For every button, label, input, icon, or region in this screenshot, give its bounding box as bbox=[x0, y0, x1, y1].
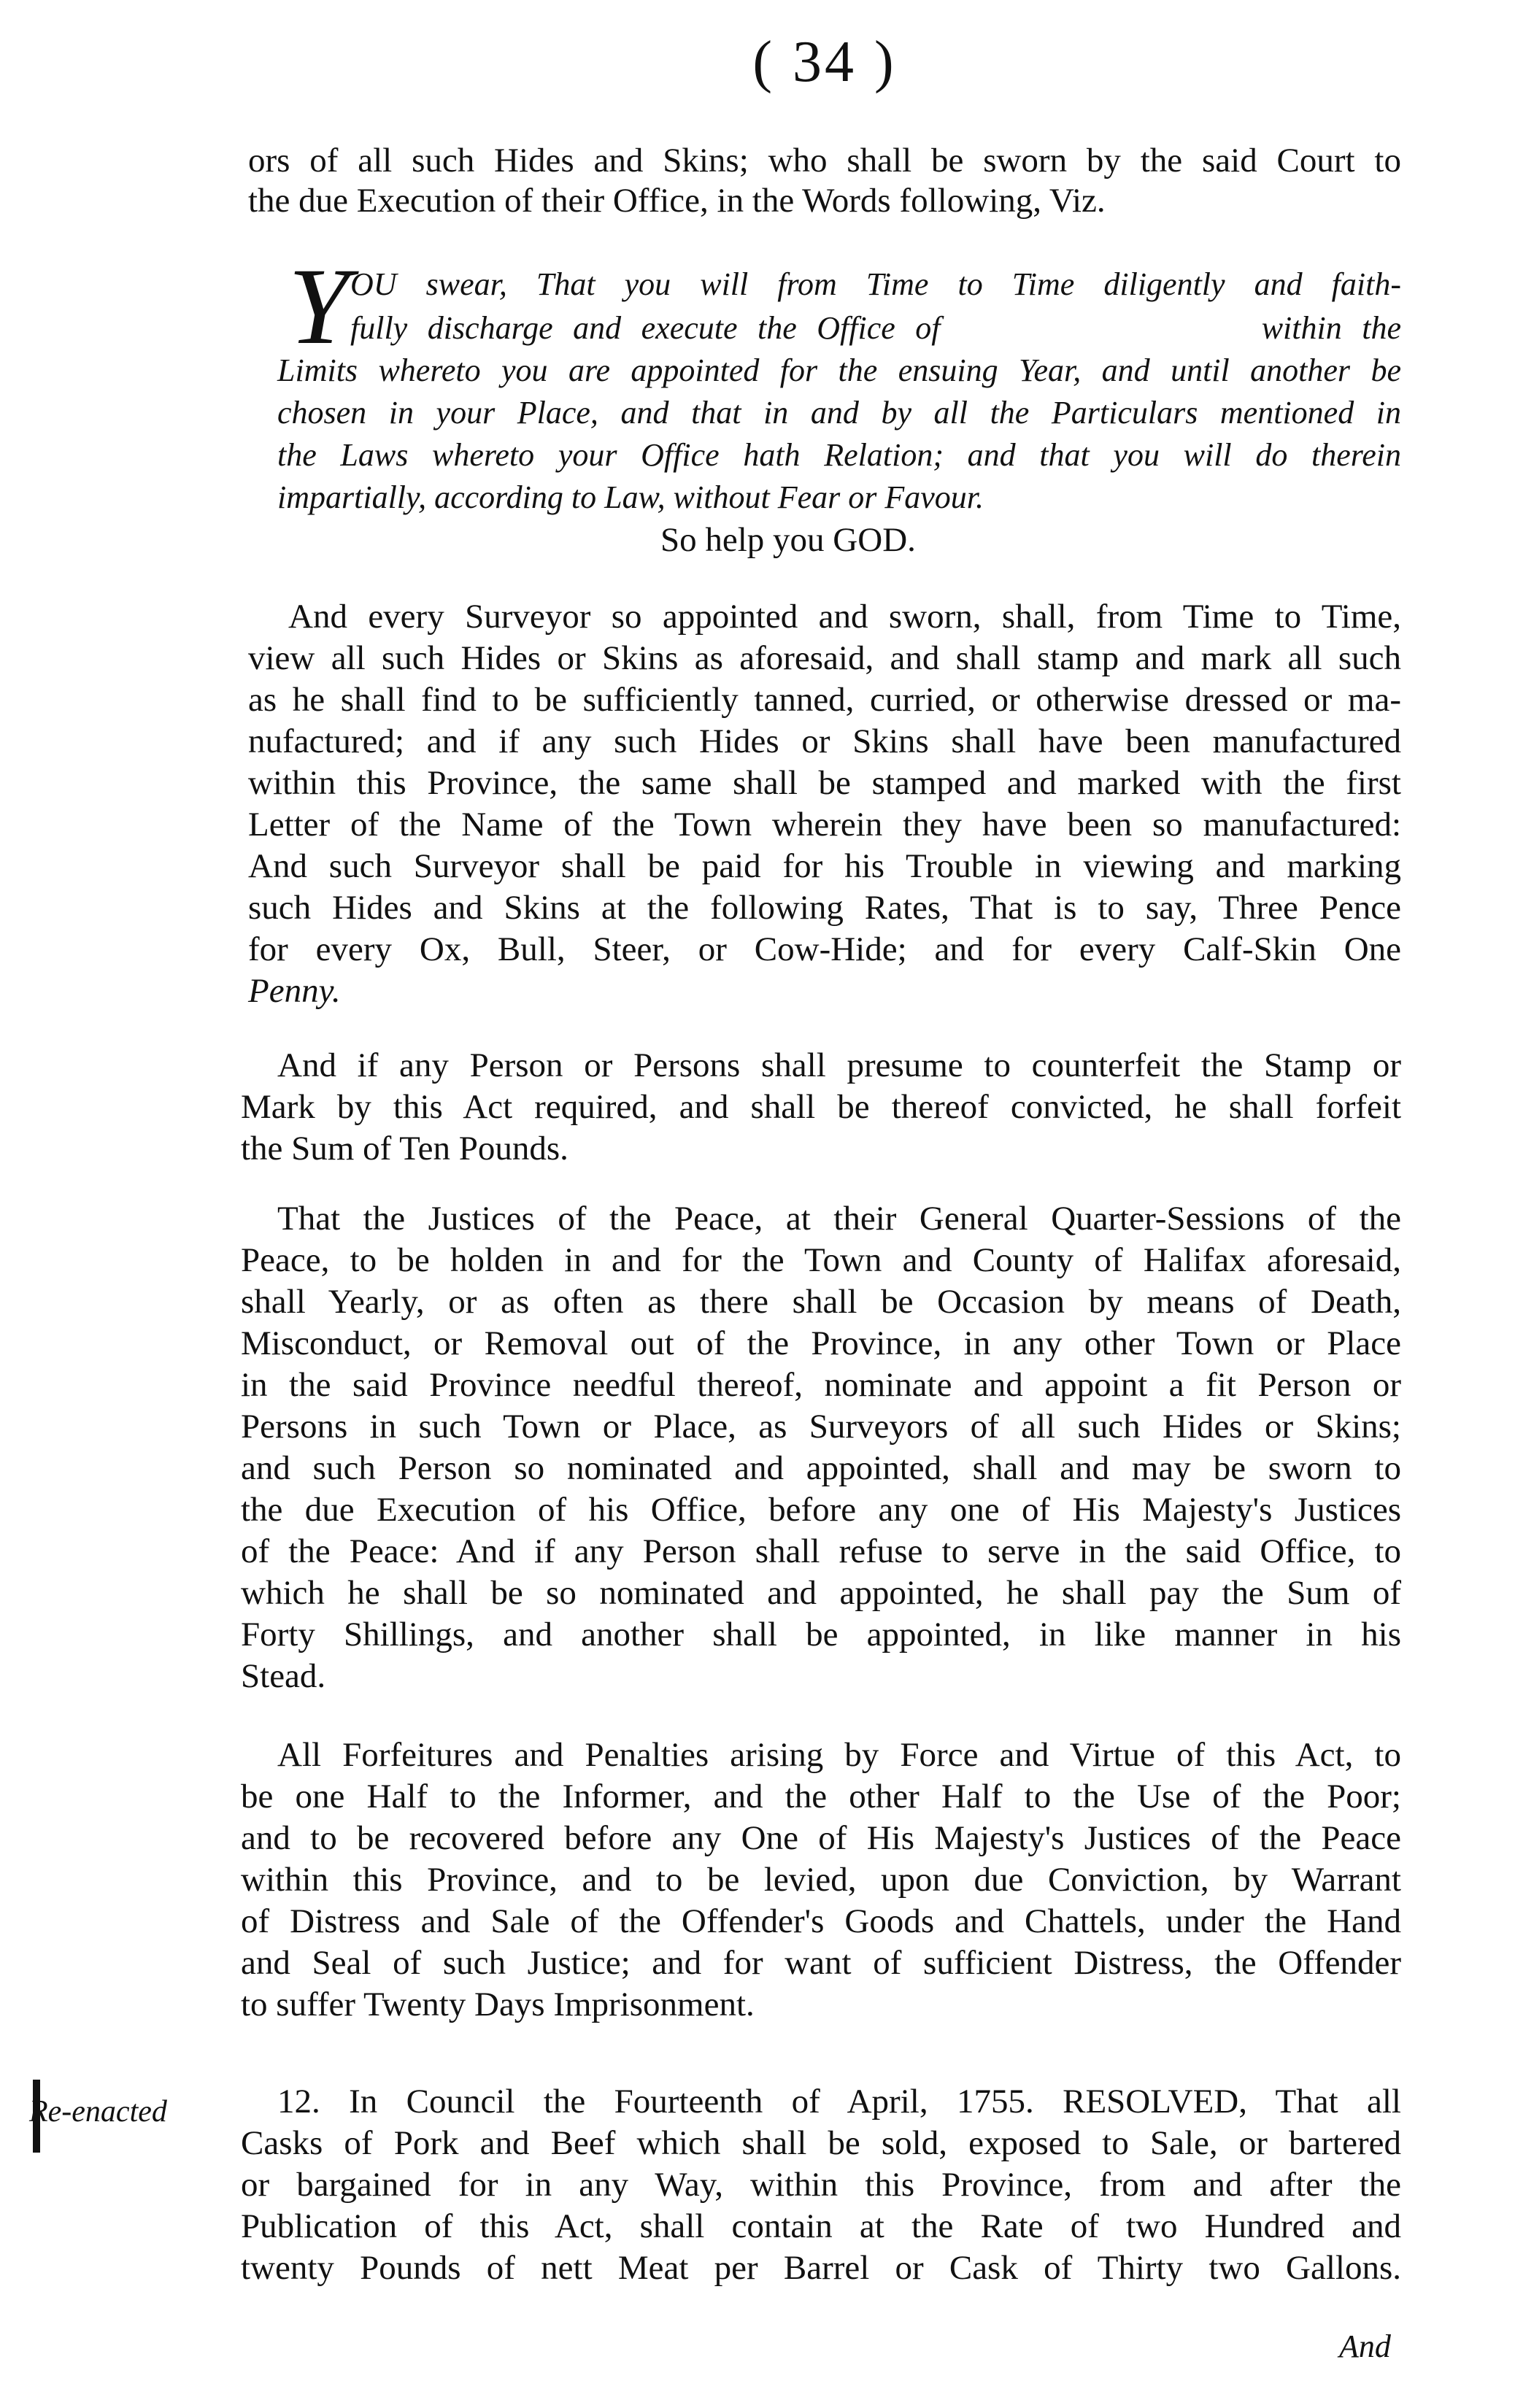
resolution-line: twenty Pounds of nett Meat per Barrel or Cask of Thirty two Gallons. bbox=[241, 2249, 1401, 2287]
text-line: Persons in such Town or Place, as Surveyors of all such Hides or Skins; bbox=[241, 1408, 1401, 1446]
text-line: and to be recovered before any One of His Majesty's Justices of the Peace bbox=[241, 1819, 1401, 1857]
resolution-line: 12. In Council the Fourteenth of April, 1755. RESOLVED, That all bbox=[277, 2083, 1401, 2120]
oath-line: Limits whereto you are appointed for the ensuing Year, and until another be bbox=[277, 352, 1401, 388]
text-line: in the said Province needful thereof, nominate and appoint a fit Person or bbox=[241, 1366, 1401, 1404]
text-line: Letter of the Name of the Town wherein they have been so manufactured: bbox=[248, 806, 1401, 844]
text-line: Misconduct, or Removal out of the Province, in any other Town or Place bbox=[241, 1324, 1401, 1362]
text-line: And if any Person or Persons shall presume to counterfeit the Stamp or bbox=[277, 1046, 1401, 1084]
text-line: for every Ox, Bull, Steer, or Cow-Hide; and for every Calf-Skin One bbox=[248, 930, 1401, 968]
text-line: the Sum of Ten Pounds. bbox=[241, 1130, 568, 1168]
text-line: within this Province, and to be levied, upon due Conviction, by Warrant bbox=[241, 1861, 1401, 1899]
text-line: the due Execution of his Office, before any one of His Majesty's Justices bbox=[241, 1491, 1401, 1529]
text-line: to suffer Twenty Days Imprisonment. bbox=[241, 1986, 755, 2023]
text-line: such Hides and Skins at the following Rates, That is to say, Three Pence bbox=[248, 889, 1401, 927]
text-line: ors of all such Hides and Skins; who shall be sworn by the said Court to bbox=[248, 142, 1401, 180]
text-line: of Distress and Sale of the Offender's Goods and Chattels, under the Hand bbox=[241, 1902, 1401, 1940]
text-line: That the Justices of the Peace, at their General Quarter-Sessions of the bbox=[277, 1200, 1401, 1238]
oath-line: OU swear, That you will from Time to Time diligently and faith- bbox=[350, 266, 1401, 302]
text-line: of the Peace: And if any Person shall refuse to serve in the said Office, to bbox=[241, 1532, 1401, 1570]
oath-line: the Laws whereto your Office hath Relation; and that you will do therein bbox=[277, 437, 1401, 473]
text-line: Forty Shillings, and another shall be appointed, in like manner in his bbox=[241, 1616, 1401, 1653]
text-line: All Forfeitures and Penalties arising by Force and Virtue of this Act, to bbox=[277, 1736, 1401, 1774]
oath-closing: So help you GOD. bbox=[660, 521, 916, 559]
resolution-line: or bargained for in any Way, within this Province, from and after the bbox=[241, 2166, 1401, 2204]
page-number: ( 34 ) bbox=[752, 30, 897, 94]
drop-cap: Y bbox=[288, 246, 350, 367]
text-line: Mark by this Act required, and shall be thereof convicted, he shall forfeit bbox=[241, 1088, 1401, 1126]
resolution-line: Publication of this Act, shall contain at the Rate of two Hundred and bbox=[241, 2207, 1401, 2245]
text-line: as he shall find to be sufficiently tanned, curried, or otherwise dressed or ma- bbox=[248, 681, 1401, 719]
text-line: nufactured; and if any such Hides or Skins shall have been manufactured bbox=[248, 722, 1401, 760]
text-line: Peace, to be holden in and for the Town and County of Halifax aforesaid, bbox=[241, 1241, 1401, 1279]
text-line: which he shall be so nominated and appointed, he shall pay the Sum of bbox=[241, 1574, 1401, 1612]
catchword: And bbox=[1339, 2328, 1391, 2364]
oath-line: impartially, according to Law, without Fear or Favour. bbox=[277, 479, 984, 515]
text-line: And such Surveyor shall be paid for his Trouble in viewing and marking bbox=[248, 847, 1401, 885]
text-line: Stead. bbox=[241, 1657, 326, 1695]
text-line: within this Province, the same shall be stamped and marked with the first bbox=[248, 764, 1401, 802]
text-line: the due Execution of their Office, in the Words following, Viz. bbox=[248, 182, 1106, 220]
margin-note: Re-enacted bbox=[29, 2095, 167, 2129]
resolution-line: Casks of Pork and Beef which shall be sold, exposed to Sale, or bartered bbox=[241, 2124, 1401, 2162]
text-line: and Seal of such Justice; and for want of sufficient Distress, the Offender bbox=[241, 1944, 1401, 1982]
text-line: view all such Hides or Skins as aforesaid, and shall stamp and mark all such bbox=[248, 639, 1401, 677]
text-line: And every Surveyor so appointed and sworn, shall, from Time to Time, bbox=[288, 598, 1401, 636]
oath-line: fully discharge and execute the Office of within the bbox=[350, 310, 1401, 346]
text-line: Penny. bbox=[248, 972, 341, 1010]
text-line: and such Person so nominated and appointed, shall and may be sworn to bbox=[241, 1449, 1401, 1487]
text-line: shall Yearly, or as often as there shall be Occasion by means of Death, bbox=[241, 1283, 1401, 1321]
text-line: be one Half to the Informer, and the other Half to the Use of the Poor; bbox=[241, 1778, 1401, 1815]
oath-line: chosen in your Place, and that in and by all the Particulars mentioned in bbox=[277, 395, 1401, 431]
